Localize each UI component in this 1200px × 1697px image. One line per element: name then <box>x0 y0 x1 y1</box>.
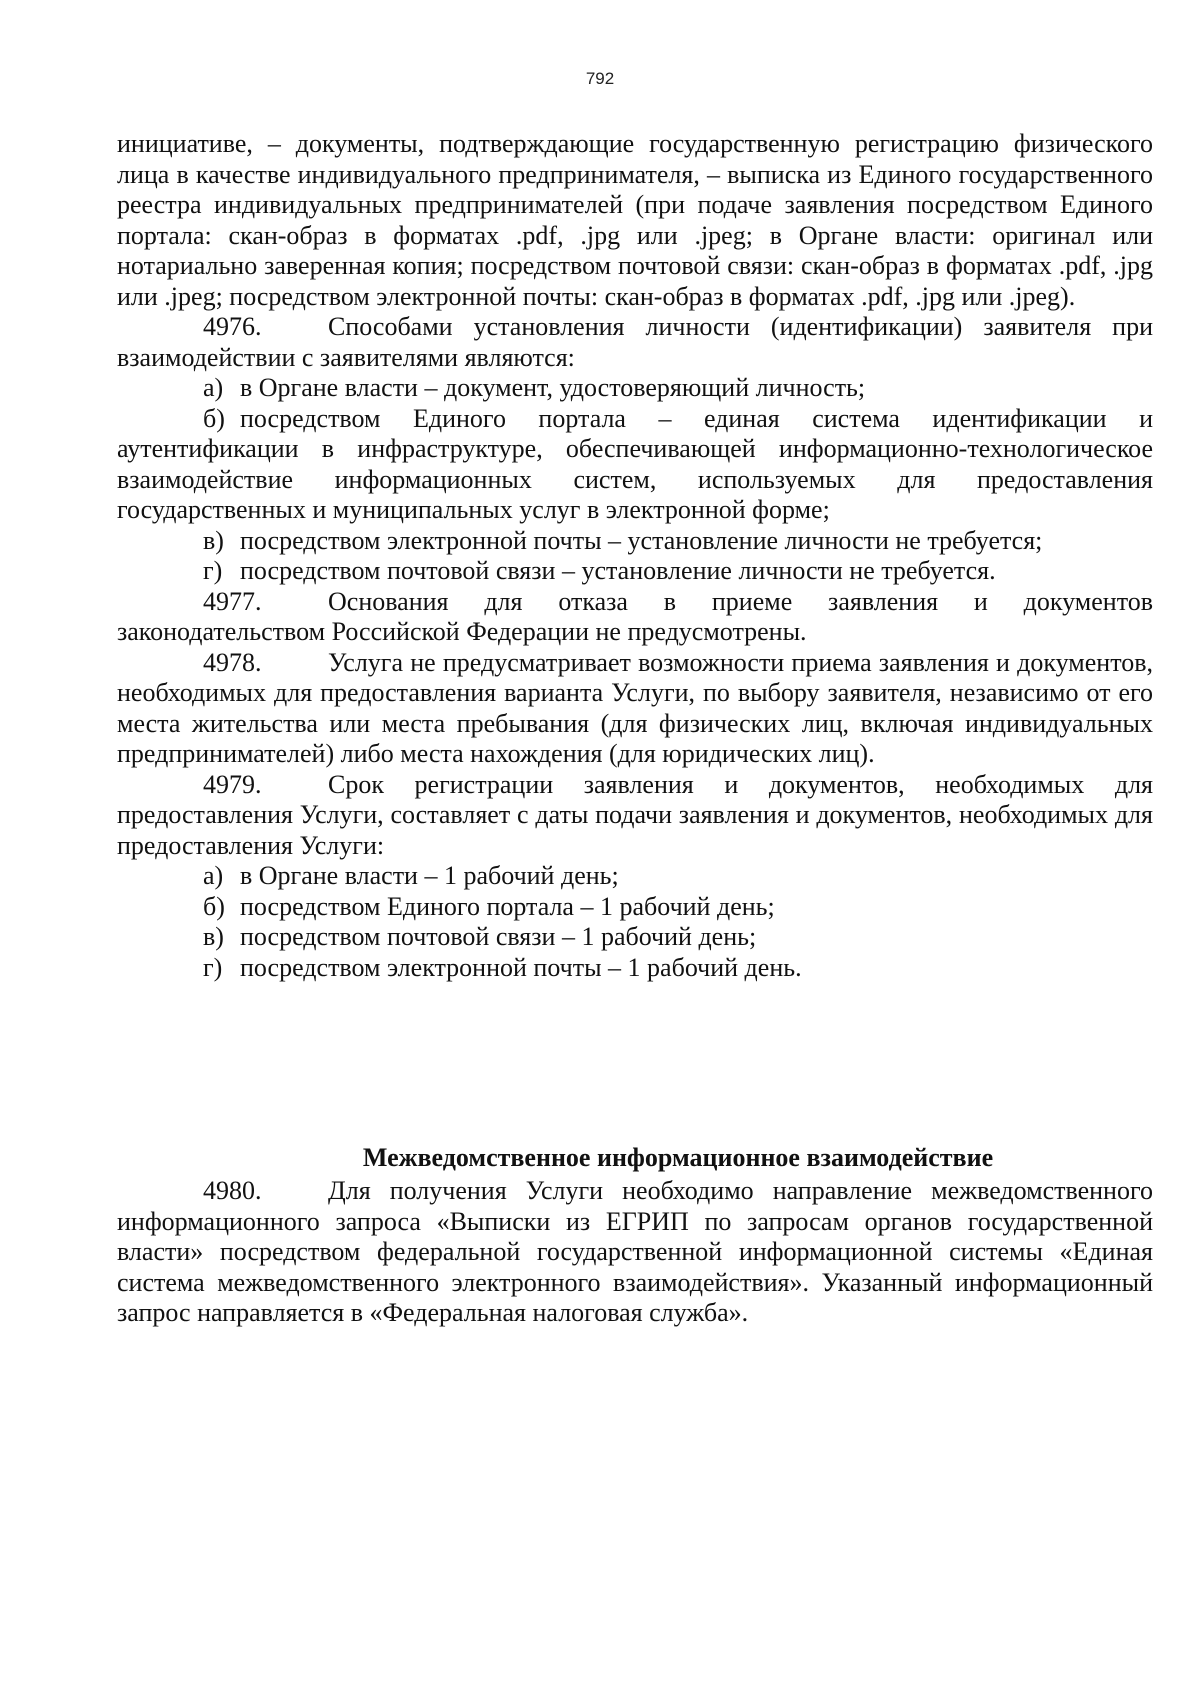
list-item-letter: г) <box>203 556 223 585</box>
list-item-text: посредством почтовой связи – установление личности не требуется. <box>240 556 996 585</box>
paragraph-4980 <box>117 1176 1153 1329</box>
list-item-text: посредством электронной почты – 1 рабочий день. <box>240 952 802 982</box>
paragraph-number: 4979. <box>203 769 262 799</box>
paragraph-number: 4978. <box>203 647 262 677</box>
paragraph-number: 4980. <box>203 1176 262 1205</box>
list-item <box>117 953 1153 984</box>
list-item-text: посредством Единого портала – 1 рабочий день; <box>240 891 775 921</box>
list-item <box>117 892 1153 923</box>
list-item-letter: а) <box>203 861 224 890</box>
paragraph-text: Срок регистрации заявления и документов, необходимых для предоставления Услуги, составляет с даты подачи заявления и документов, необходимых для предоставления Услуги: <box>117 769 1153 860</box>
list-item <box>117 556 1153 587</box>
section-heading: Межведомственное информационное взаимодействие <box>362 1143 994 1172</box>
list-item-letter: г) <box>203 952 223 982</box>
paragraph-text: Способами установления личности (идентификации) заявителя при взаимодействии с заявителями являются: <box>117 312 1153 372</box>
list-item <box>117 373 1153 404</box>
list-item-text: посредством электронной почты – установление личности не требуется; <box>240 525 1043 555</box>
list-item <box>117 922 1153 953</box>
paragraph-4978 <box>117 648 1153 770</box>
paragraph-text: Для получения Услуги необходимо направление межведомственного информационного запроса «Выписки из ЕГРИП по запросам органов государственной власти» посредством федеральной государственной информационной системы «Единая система межведомственного электронного взаимодействия». Указанный информационный запрос направляется в «Федеральная налоговая служба». <box>117 1176 1153 1327</box>
list-item-letter: б) <box>203 403 225 433</box>
list-item-letter: в) <box>203 922 224 951</box>
list-item-letter: б) <box>203 891 225 921</box>
list-item-letter: а) <box>203 373 224 402</box>
list-item-text: посредством почтовой связи – 1 рабочий день; <box>240 922 757 951</box>
paragraph-text: Услуга не предусматривает возможности приема заявления и документов, необходимых для предоставления варианта Услуги, по выбору заявителя, независимо от его места жительства или места пребывания (для физических лиц, включая индивидуальных предпринимателей) либо места нахождения (для юридических лиц). <box>117 647 1153 768</box>
paragraph-number: 4976. <box>203 312 262 341</box>
list-item <box>117 861 1153 892</box>
document-body-section <box>117 1176 1153 1329</box>
list-item <box>117 526 1153 557</box>
paragraph-4976 <box>117 312 1153 373</box>
paragraph-intro: инициативе, – документы, подтверждающие государственную регистрацию физического лица в качестве индивидуального предпринимателя, – выписка из Единого государственного реестра индивидуальных предпринимателей (при подаче заявления посредством Единого портала: скан-образ в форматах .pdf, .jpg или .jpeg; в Органе власти: оригинал или нотариально заверенная копия; посредством почтовой связи: скан-образ в форматах .pdf, .jpg или .jpeg; посредством электронной почты: скан-образ в форматах .pdf, .jpg или .jpeg). <box>117 129 1153 311</box>
paragraph-4977 <box>117 587 1153 648</box>
list-item-letter: в) <box>203 525 224 555</box>
paragraph-4979 <box>117 770 1153 862</box>
paragraph-number: 4977. <box>203 586 262 616</box>
list-item-text: посредством Единого портала – единая система идентификации и аутентификации в инфраструктуре, обеспечивающей информационно-технологическое взаимодействие информационных систем, используемых для предоставления государственных и муниципальных услуг в электронной форме; <box>117 403 1153 524</box>
list-item-text: в Органе власти – 1 рабочий день; <box>240 861 619 890</box>
document-body <box>117 129 1153 983</box>
list-item-text: в Органе власти – документ, удостоверяющий личность; <box>240 373 866 402</box>
page-number: 792 <box>585 69 615 88</box>
list-item <box>117 404 1153 526</box>
paragraph-text: Основания для отказа в приеме заявления и документов законодательством Российской Федерации не предусмотрены. <box>117 586 1153 646</box>
